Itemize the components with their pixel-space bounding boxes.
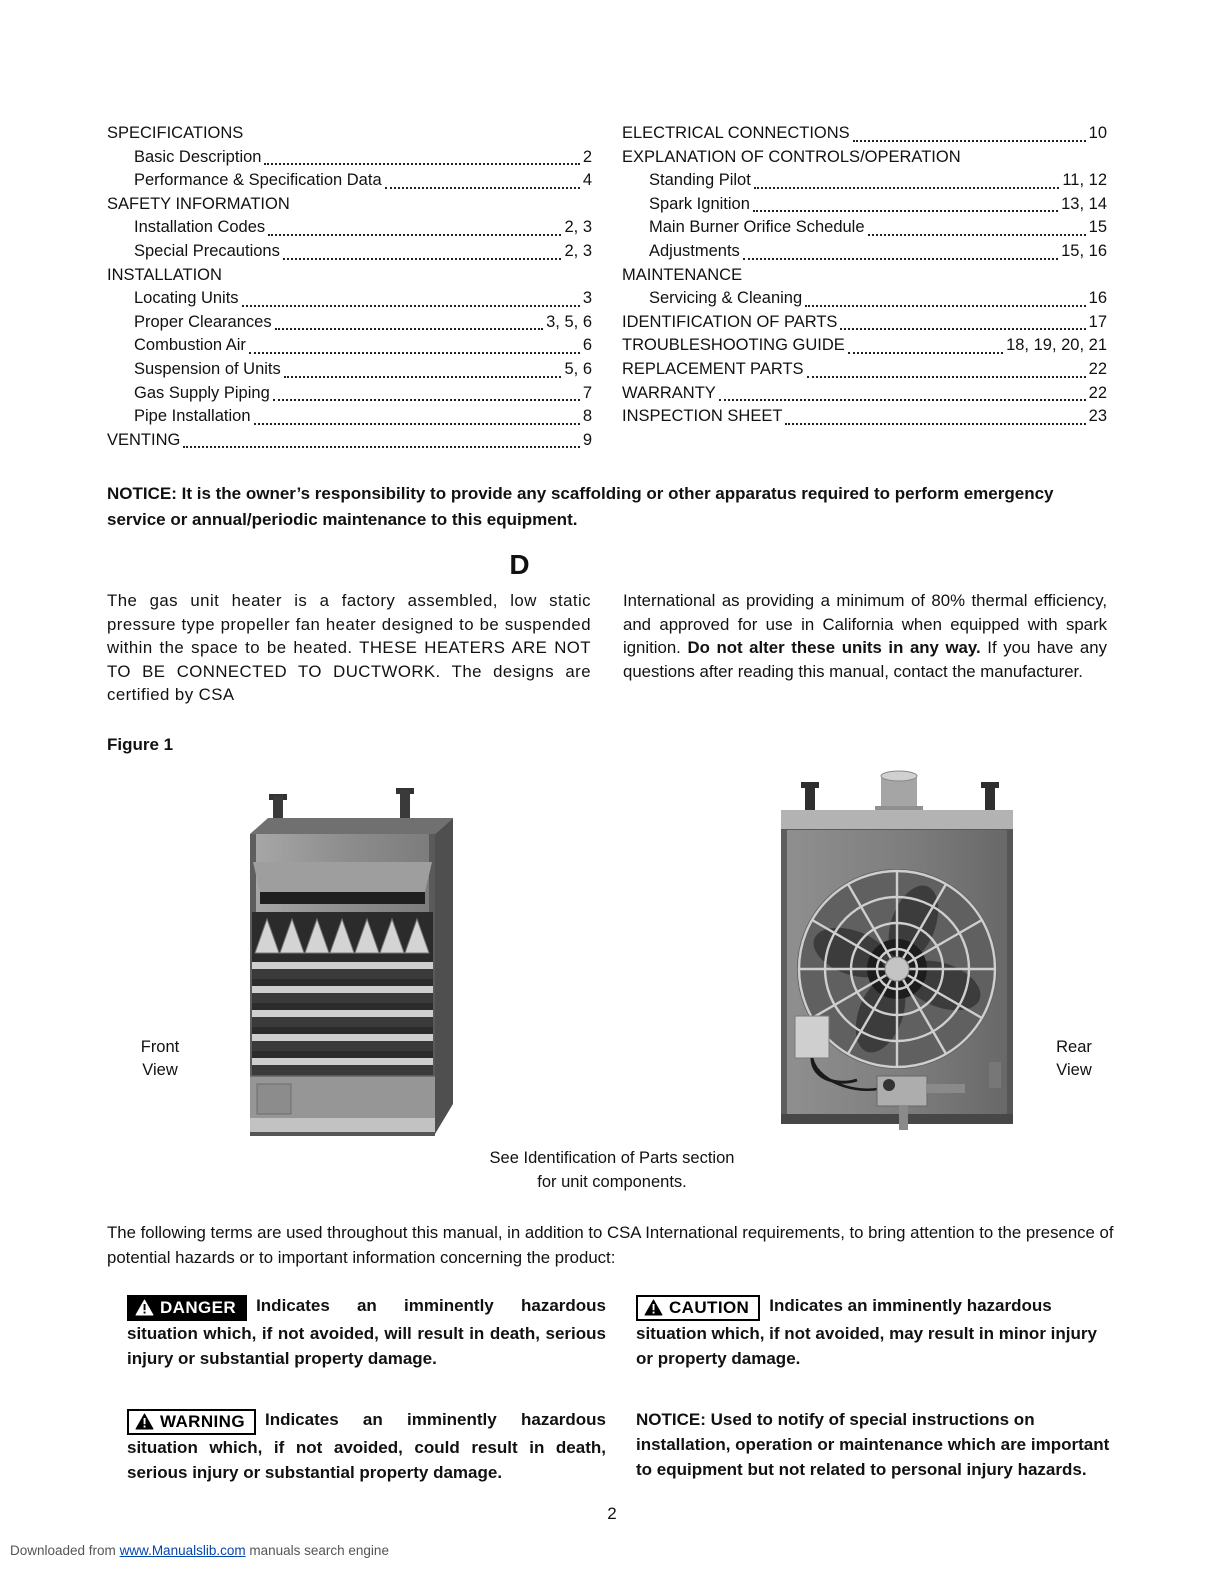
- terms-intro-paragraph: The following terms are used throughout this manual, in addition to CSA International requirements, to bring attention to the presence of potential hazards or to important information concerning the product:: [107, 1223, 1114, 1267]
- toc-dot-leader: [868, 234, 1086, 236]
- intro-right-column: [623, 589, 1107, 707]
- warning-badge: [127, 1409, 256, 1435]
- toc-entry: [622, 334, 1107, 358]
- figure-caption-line-1: See Identification of Parts section: [489, 1149, 735, 1167]
- warning-triangle-icon: [135, 1413, 154, 1430]
- toc-entry: [622, 405, 1107, 429]
- caution-badge-label: CAUTION: [669, 1298, 750, 1317]
- toc-entry-page: 15: [1088, 218, 1107, 237]
- toc-entry-label: INSTALLATION: [107, 265, 222, 284]
- danger-text: Indicates an imminently hazardous situation which, if not avoided, will result in death, serious injury or substantial property damage.: [127, 1296, 606, 1368]
- danger-badge-label: DANGER: [160, 1298, 237, 1317]
- toc-entry: [107, 169, 592, 193]
- toc-dot-leader: [283, 258, 562, 260]
- toc-entry: [107, 405, 592, 429]
- caution-badge: [636, 1295, 760, 1321]
- toc-entry-page: 6: [582, 336, 592, 355]
- front-view-label: Front View: [140, 1038, 180, 1079]
- toc-dot-leader: [785, 423, 1085, 425]
- intro-left-column: The gas unit heater is a factory assembled, low static pressure type propeller fan heater designed to be suspended within the space to be heated. THESE HEATERS ARE NOT TO BE CONNECTED TO DUCTWORK. The designs are certified by CSA: [107, 591, 591, 705]
- toc-dot-leader: [753, 210, 1058, 212]
- toc-dot-leader: [183, 446, 579, 448]
- toc-entry-label: MAINTENANCE: [622, 265, 743, 284]
- toc-entry: [622, 240, 1107, 264]
- intro-right-bold-text: Do not alter these units in any way.: [687, 638, 981, 658]
- download-footer: [10, 1543, 389, 1558]
- toc-entry-page: 22: [1088, 383, 1107, 402]
- toc-entry-label: TROUBLESHOOTING GUIDE: [622, 336, 845, 355]
- toc-entry-page: 22: [1088, 359, 1107, 378]
- toc-entry-label: SAFETY INFORMATION: [107, 194, 290, 213]
- rear-view-label: Rear View: [1056, 1038, 1092, 1079]
- toc-entry-label: Locating Units: [134, 289, 239, 308]
- toc-entry: [107, 240, 592, 264]
- toc-dot-leader: [275, 328, 544, 330]
- toc-entry-label: SPECIFICATIONS: [107, 124, 244, 142]
- toc-entry-page: 2, 3: [564, 241, 592, 260]
- intro-paragraphs: [107, 589, 1107, 707]
- toc-entry-page: 2, 3: [564, 218, 592, 237]
- toc-entry: [107, 311, 592, 335]
- warning-badge-label: WARNING: [160, 1412, 245, 1431]
- toc-entry-page: 10: [1088, 124, 1107, 142]
- toc-entry: [622, 311, 1107, 335]
- toc-entry-label: Combustion Air: [134, 336, 246, 355]
- toc-entry: [107, 146, 592, 170]
- toc-entry-label: IDENTIFICATION OF PARTS: [622, 312, 838, 331]
- danger-term-block: [127, 1293, 606, 1371]
- toc-dot-leader: [848, 352, 1003, 354]
- toc-dot-leader: [273, 399, 580, 401]
- toc-entry-page: 2: [582, 147, 592, 166]
- toc-dot-leader: [268, 234, 561, 236]
- toc-dot-leader: [385, 187, 580, 189]
- toc-entry: [107, 334, 592, 358]
- footer-suffix-text: manuals search engine: [245, 1543, 389, 1558]
- toc-dot-leader: [284, 376, 562, 378]
- toc-entry-label: Installation Codes: [134, 218, 266, 237]
- warning-triangle-icon: [135, 1299, 154, 1316]
- toc-entry-label: EXPLANATION OF CONTROLS/OPERATION: [622, 147, 961, 166]
- toc-right-column: [622, 122, 1107, 452]
- toc-entry: [107, 193, 592, 217]
- toc-entry: [622, 193, 1107, 217]
- toc-entry-label: Spark Ignition: [649, 194, 750, 213]
- toc-entry-label: Adjustments: [649, 241, 740, 260]
- intro-right-text: If you have any questions after reading this manual, contact the manufacturer.: [623, 638, 1107, 681]
- table-of-contents: [107, 122, 1107, 452]
- toc-entry-page: 4: [582, 171, 592, 190]
- toc-entry-label: Standing Pilot: [649, 171, 751, 190]
- toc-dot-leader: [254, 423, 580, 425]
- toc-entry: [622, 264, 1107, 288]
- toc-entry-page: 7: [582, 383, 592, 402]
- figure-caption-line-2: for unit components.: [537, 1173, 687, 1191]
- toc-entry-label: Special Precautions: [134, 241, 280, 260]
- toc-entry-label: Performance & Specification Data: [134, 171, 382, 190]
- toc-entry-label: Proper Clearances: [134, 312, 272, 331]
- toc-entry-page: 16: [1088, 289, 1107, 308]
- caution-text: Indicates an imminently hazardous situation which, if not avoided, may result in minor injury or property damage.: [636, 1296, 1097, 1368]
- intro-right-text: International as providing a minimum of 80% thermal efficiency, and approved for use in California when equipped with spark ignition.: [623, 591, 1107, 658]
- terms-left-column: [107, 1293, 606, 1521]
- figure-caption: [0, 1146, 1224, 1194]
- toc-dot-leader: [743, 258, 1058, 260]
- toc-entry: [107, 429, 592, 453]
- toc-entry-page: 11, 12: [1062, 171, 1107, 190]
- toc-entry: [622, 287, 1107, 311]
- danger-badge: [127, 1295, 247, 1321]
- toc-entry: [107, 122, 592, 146]
- toc-entry-label: VENTING: [107, 430, 181, 449]
- toc-entry-page: 9: [582, 430, 592, 449]
- toc-entry-label: Pipe Installation: [134, 407, 251, 426]
- toc-entry-label: INSPECTION SHEET: [622, 407, 783, 426]
- page-number: 2: [607, 1504, 617, 1523]
- warning-text: Indicates an imminently hazardous situation which, if not avoided, could result in death, serious injury or substantial property damage.: [127, 1410, 606, 1482]
- toc-entry-label: Gas Supply Piping: [134, 383, 270, 402]
- toc-entry-page: 3: [582, 289, 592, 308]
- toc-dot-leader: [805, 305, 1085, 307]
- toc-entry: [107, 287, 592, 311]
- toc-entry-page: 8: [582, 407, 592, 426]
- toc-entry: [622, 122, 1107, 146]
- toc-dot-leader: [807, 376, 1086, 378]
- notice-term-block: NOTICE: Used to notify of special instructions on installation, operation or maintenance which are important to equipment but not related to personal injury hazards.: [636, 1410, 1110, 1479]
- caution-term-block: [636, 1293, 1115, 1371]
- toc-left-column: [107, 122, 592, 452]
- toc-entry-label: Basic Description: [134, 147, 262, 166]
- toc-entry: [622, 382, 1107, 406]
- toc-entry-label: Suspension of Units: [134, 359, 281, 378]
- heater-front-view-image: [195, 766, 485, 1151]
- toc-entry: [107, 264, 592, 288]
- toc-dot-leader: [840, 328, 1085, 330]
- warning-triangle-icon: [644, 1299, 663, 1316]
- toc-entry: [622, 216, 1107, 240]
- toc-entry-page: 23: [1088, 407, 1107, 426]
- manualslib-link[interactable]: www.Manualslib.com: [119, 1543, 246, 1558]
- toc-entry-page: 15, 16: [1061, 241, 1107, 260]
- heater-rear-view-image: [739, 764, 1054, 1149]
- toc-entry-label: REPLACEMENT PARTS: [622, 359, 804, 378]
- toc-entry: [107, 358, 592, 382]
- toc-entry: [622, 358, 1107, 382]
- toc-entry: [107, 216, 592, 240]
- toc-entry-page: 5, 6: [564, 359, 592, 378]
- toc-entry-page: 13, 14: [1061, 194, 1107, 213]
- toc-dot-leader: [264, 163, 579, 165]
- toc-entry: [107, 382, 592, 406]
- warning-term-block: [127, 1407, 606, 1485]
- toc-entry-label: WARRANTY: [622, 383, 716, 402]
- hazard-terms-section: [107, 1293, 1115, 1521]
- section-heading: D: [509, 549, 531, 580]
- footer-prefix-text: Downloaded from: [10, 1543, 120, 1558]
- owner-responsibility-notice: NOTICE: It is the owner’s responsibility to provide any scaffolding or other apparatus required to perform emergency service or annual/periodic maintenance to this equipment.: [107, 484, 1054, 529]
- toc-dot-leader: [242, 305, 580, 307]
- toc-entry-label: Servicing & Cleaning: [649, 289, 803, 308]
- toc-entry-label: Main Burner Orifice Schedule: [649, 218, 865, 237]
- toc-entry-page: 3, 5, 6: [546, 312, 592, 331]
- toc-dot-leader: [719, 399, 1086, 401]
- figure-label: Figure 1: [107, 735, 174, 754]
- figure-1: [107, 764, 1107, 1162]
- toc-entry-page: 17: [1088, 312, 1107, 331]
- toc-entry-page: 18, 19, 20, 21: [1006, 336, 1107, 355]
- toc-dot-leader: [853, 140, 1086, 142]
- toc-entry-label: ELECTRICAL CONNECTIONS: [622, 124, 850, 142]
- terms-right-column: [636, 1293, 1115, 1521]
- toc-entry: [622, 169, 1107, 193]
- toc-dot-leader: [754, 187, 1060, 189]
- toc-entry: [622, 146, 1107, 170]
- toc-dot-leader: [249, 352, 580, 354]
